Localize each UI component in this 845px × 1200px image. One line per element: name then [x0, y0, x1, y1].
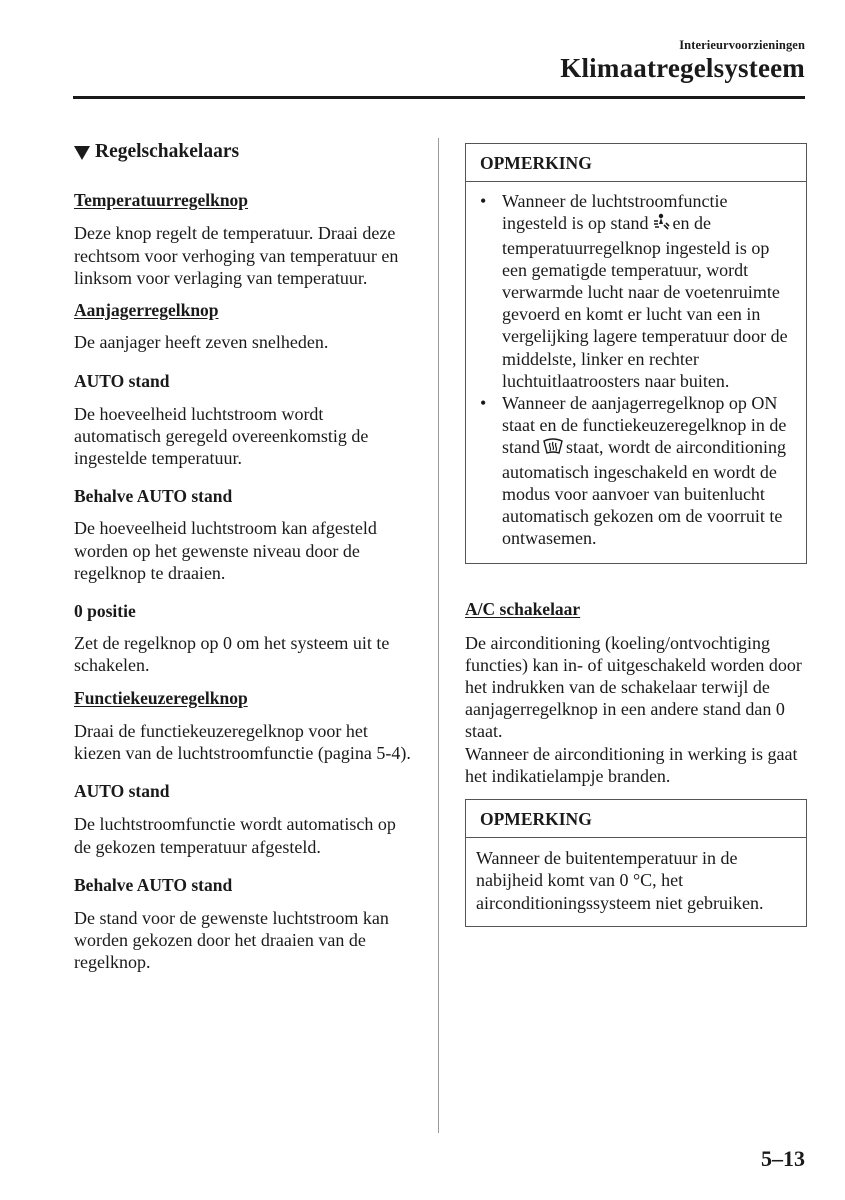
section-heading-text: Regelschakelaars — [95, 141, 240, 162]
ac-indicator-text: Wanneer de airconditioning in werking is gaat het indikatielampje branden. — [465, 743, 798, 786]
chapter-label: Interieurvoorzieningen — [679, 38, 805, 52]
fan-knob-heading: Aanjagerregelknop — [74, 300, 219, 321]
bullet-dot: • — [480, 191, 487, 212]
function-knob-heading: Functiekeuzeregelknop — [74, 687, 248, 708]
section-heading — [74, 141, 414, 163]
auto-mode-heading-2: AUTO stand — [74, 781, 170, 802]
auto-mode-text-2: De luchtstroomfunctie wordt automatisch op de gekozen temperatuur afgesteld. — [74, 814, 396, 857]
auto-mode-text: De hoeveelheid luchtstroom wordt automatisch geregeld overeenkomstig de ingestelde temperatuur. — [74, 403, 369, 469]
note-bullet-1-text-a: Wanneer de luchtstroomfunctie ingesteld is op stand — [502, 191, 728, 234]
note-box-2 — [465, 799, 807, 927]
manual-mode-heading: Behalve AUTO stand — [74, 486, 233, 507]
triangle-marker-icon — [74, 146, 90, 160]
note-body-2 — [466, 838, 806, 926]
ac-switch-heading: A/C schakelaar — [465, 599, 581, 620]
floor-vent-icon — [652, 213, 670, 236]
note-bullet-2-text-b: staat, wordt de airconditioning automatisch ingeschakeld en wordt de modus voor aanvoer van buitenlucht automatisch gekozen om de voorruit te ontwasemen. — [502, 437, 786, 549]
fan-knob-text: De aanjager heeft zeven snelheden. — [74, 332, 329, 353]
temperature-knob-heading: Temperatuurregelknop — [74, 190, 249, 211]
note-bullet-2 — [480, 392, 796, 549]
manual-mode-text: De hoeveelheid luchtstroom kan afgesteld worden op het gewenste niveau door de regelknop te draaien. — [74, 518, 377, 583]
note-bullet-1 — [480, 190, 796, 392]
manual-mode-text-2: De stand voor de gewenste luchtstroom kan worden gekozen door het draaien van de regelknop. — [74, 908, 389, 973]
note-bullet-2-text-a: Wanneer de aanjagerregelknop op ON staat en de functiekeuzeregelknop in de stand — [502, 393, 787, 458]
note-title-1: OPMERKING — [466, 144, 806, 182]
note-body-1 — [466, 182, 806, 563]
page-number: 5–13 — [761, 1146, 805, 1171]
zero-position-heading: 0 positie — [74, 601, 136, 622]
ac-switch-text: De airconditioning (koeling/ontvochtiging functies) kan in- of uitgeschakeld worden door het indrukken van de schakelaar terwijl de aanjagerregelknop in een andere stand dan 0 staat. — [465, 632, 802, 742]
function-knob-text: Draai de functiekeuzeregelknop voor het kiezen van de luchtstroomfunctie (pagina 5-4). — [74, 720, 411, 764]
zero-position-text: Zet de regelknop op 0 om het systeem uit te schakelen. — [74, 633, 390, 676]
bullet-dot: • — [480, 393, 487, 414]
windshield-defrost-icon — [543, 437, 563, 460]
header-divider — [73, 96, 805, 99]
note-title-2: OPMERKING — [466, 800, 806, 838]
auto-mode-heading: AUTO stand — [74, 371, 170, 392]
right-column — [465, 143, 807, 927]
note-bullet-1-text-b: en de temperatuurregelknop ingesteld is op een gematigde temperatuur, wordt verwarmde lucht naar de voetenruimte gevoerd en komt er lucht van een in vergelijking lagere temperatuur door de middelste, linker en rechter luchtuitlaatroosters naar buiten. — [502, 213, 788, 391]
page-title: Klimaatregelsysteem — [560, 53, 805, 83]
column-divider — [438, 138, 439, 1133]
left-column — [74, 140, 414, 974]
note-2-text: Wanneer de buitentemperatuur in de nabijheid komt van 0 °C, het airconditioningssysteem niet gebruiken. — [476, 848, 764, 913]
note-box-1 — [465, 143, 807, 564]
temperature-knob-text: Deze knop regelt de temperatuur. Draai deze rechtsom voor verhoging van temperatuur en linksom voor verlaging van temperatuur. — [74, 223, 399, 288]
manual-mode-heading-2: Behalve AUTO stand — [74, 874, 233, 895]
